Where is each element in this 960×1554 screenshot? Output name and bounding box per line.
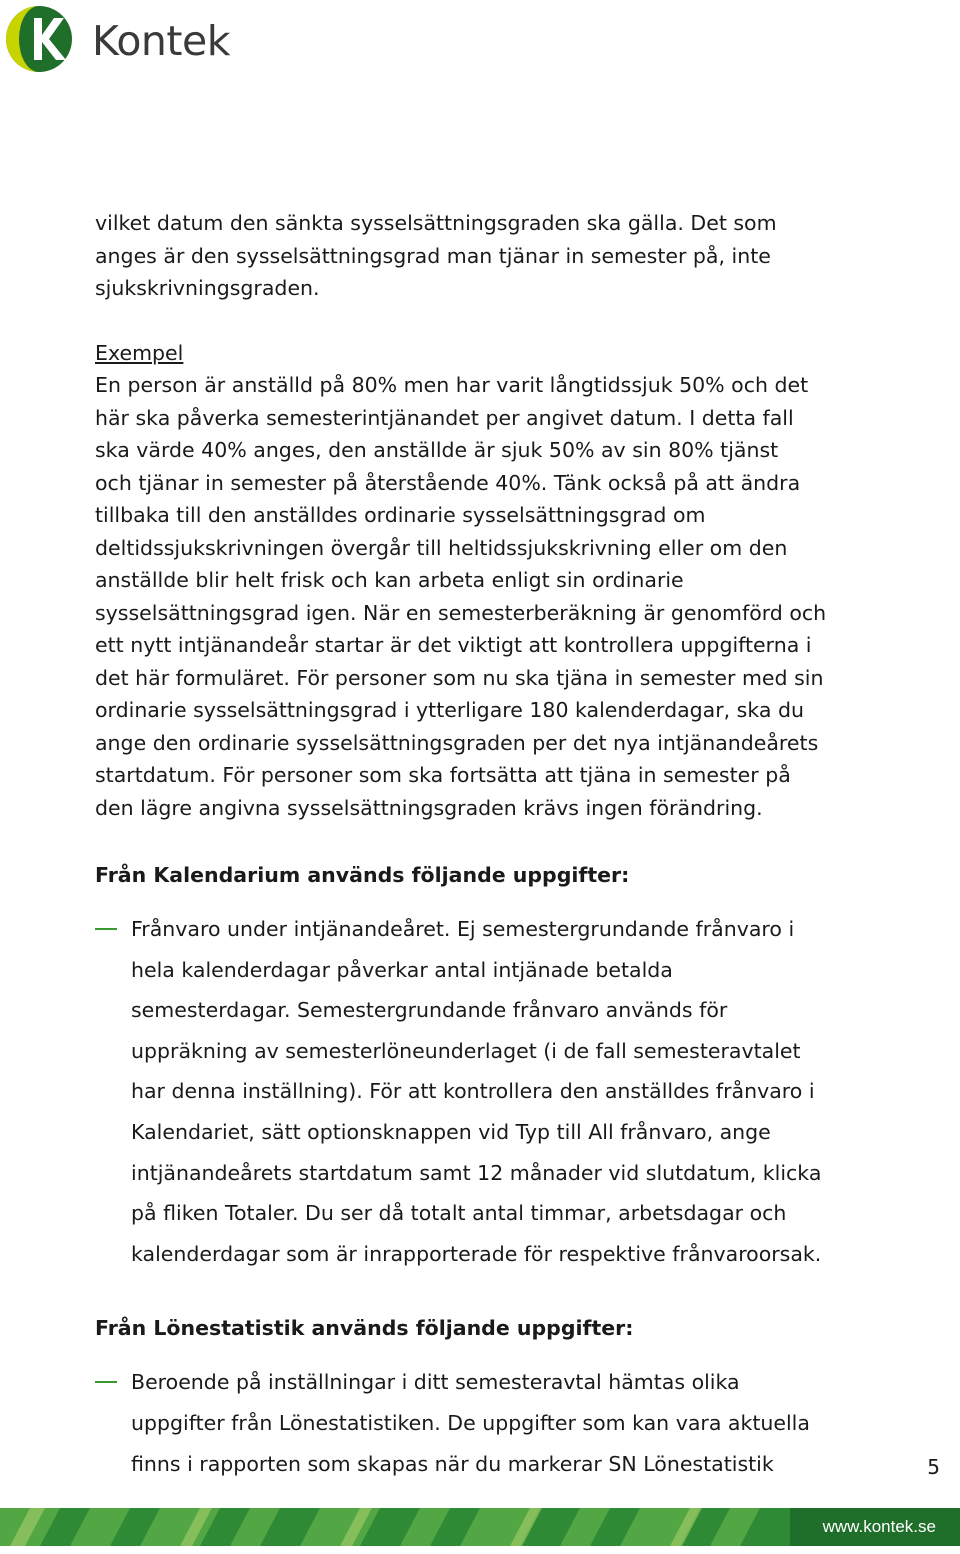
page-number: 5 (927, 1455, 940, 1479)
kontek-logo-mark-icon (4, 4, 74, 74)
section-heading-kalendarium: Från Kalendarium används följande uppgifter: (95, 863, 630, 887)
example-heading: Exempel (95, 340, 184, 365)
example-paragraph: En person är anställd på 80% men har varit långtidssjuk 50% och det här ska påverka semesterintjänandet per angivet datum. I detta fall ska värde 40% anges, den anställde är sjuk 50% av sin 80% tjänst och tjänar in semester på återstående 40%. Tänk också på att ändra tillbaka till den anställdes ordinarie sysselsättningsgrad om deltidssjukskrivningen övergår till heltidssjukskrivning eller om den anställde blir helt frisk och kan arbeta enligt sin ordinarie sysselsättningsgrad igen. När en semesterberäkning är genomförd och ett nytt intjänandeår startar är det viktigt att kontrollera uppgifterna i det här formuläret. För personer som nu ska tjäna in semester med sin ordinarie sysselsättningsgrad i ytterligare 180 kalenderdagar, ska du ange den ordinarie sysselsättningsgraden per det nya intjänandeårets startdatum. För personer som ska fortsätta att tjäna in semester på den lägre angivna sysselsättningsgraden krävs ingen förändring. (95, 373, 827, 820)
footer-website-link[interactable]: www.kontek.se (822, 1517, 936, 1536)
section-heading-lonestatistik: Från Lönestatistik används följande uppgifter: (95, 1316, 634, 1341)
list-item (95, 909, 915, 1274)
dash-bullet-icon (95, 1381, 117, 1383)
document-body (95, 207, 915, 1484)
bullet-text: Beroende på inställningar i ditt semesteravtal hämtas olika uppgifter från Lönestatistiken. De uppgifter som kan vara aktuella finns i rapporten som skapas när du markerar SN Lönestatistik (131, 1370, 810, 1476)
footer-band (0, 1508, 960, 1546)
bullet-text: Frånvaro under intjänandeåret. Ej semestergrundande frånvaro i hela kalenderdagar påverkar antal intjänade betalda semesterdagar. Semestergrundande frånvaro används för uppräkning av semesterlöneunderlaget (i de fall semesteravtalet har denna inställning). För att kontrollera den anställdes frånvaro i Kalendariet, sätt optionsknappen vid Typ till All frånvaro, ange intjänandeårets startdatum samt 12 månader vid slutdatum, klicka på fliken Totaler. Du ser då totalt antal timmar, arbetsdagar och kalenderdagar som är inrapporterade för respektive frånvaroorsak. (131, 917, 822, 1266)
list-item (95, 1362, 915, 1484)
logo-wordmark: Kontek (92, 17, 230, 65)
kontek-logo (4, 4, 244, 74)
intro-paragraph: vilket datum den sänkta sysselsättningsgraden ska gälla. Det som anges är den sysselsättningsgrad man tjänar in semester på, inte sjukskrivningsgraden. (95, 211, 777, 300)
dash-bullet-icon (95, 928, 117, 930)
